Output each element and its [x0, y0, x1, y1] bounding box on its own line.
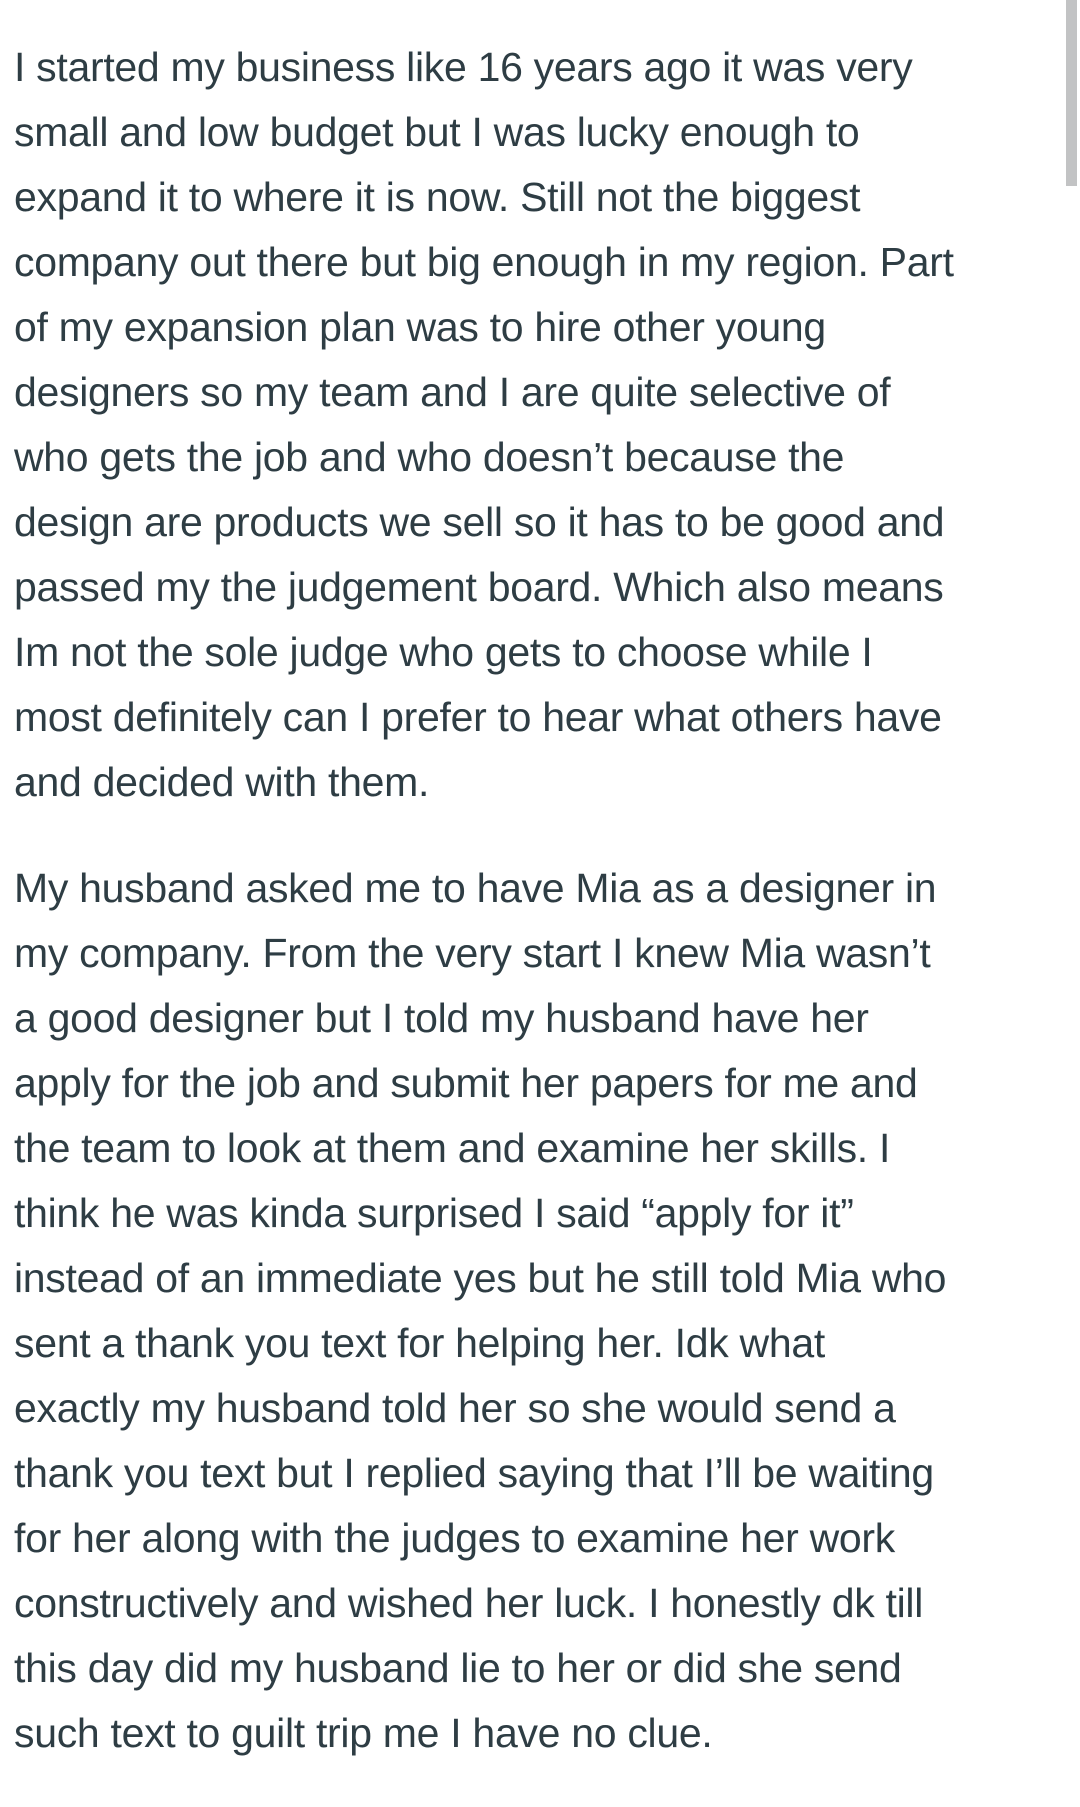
text-line: a good designer but I told my husband have her [14, 995, 869, 1041]
text-line: this day did my husband lie to her or did she send [14, 1645, 902, 1691]
text-line: most definitely can I prefer to hear what others have [14, 694, 942, 740]
text-line: who gets the job and who doesn’t because the [14, 434, 845, 480]
text-line: my company. From the very start I knew Mia wasn’t [14, 930, 931, 976]
text-line: instead of an immediate yes but he still told Mia who [14, 1255, 947, 1301]
text-line: of my expansion plan was to hire other young [14, 304, 826, 350]
text-line: apply for the job and submit her papers for me and [14, 1060, 918, 1106]
text-line: exactly my husband told her so she would send a [14, 1385, 896, 1431]
text-line: the team to look at them and examine her skills. I [14, 1125, 891, 1171]
scrollbar-thumb[interactable] [1066, 0, 1077, 186]
text-line: for her along with the judges to examine her work [14, 1515, 895, 1561]
text-line: such text to guilt trip me I have no clue. [14, 1710, 713, 1756]
text-line: I started my business like 16 years ago it was very [14, 44, 913, 90]
text-line: think he was kinda surprised I said “apply for it” [14, 1190, 854, 1236]
text-line: small and low budget but I was lucky enough to [14, 109, 860, 155]
text-line: My husband asked me to have Mia as a designer in [14, 865, 937, 911]
text-line: Im not the sole judge who gets to choose while I [14, 629, 873, 675]
text-line: design are products we sell so it has to be good and [14, 499, 945, 545]
text-line: constructively and wished her luck. I honestly dk till [14, 1580, 924, 1626]
text-line: thank you text but I replied saying that I’ll be waiting [14, 1450, 934, 1496]
text-line: designers so my team and I are quite selective of [14, 369, 891, 415]
text-line: expand it to where it is now. Still not the biggest [14, 174, 861, 220]
text-line: and decided with them. [14, 759, 430, 805]
text-line: company out there but big enough in my region. Part [14, 239, 954, 285]
text-line: sent a thank you text for helping her. Idk what [14, 1320, 825, 1366]
post-body-text [14, 35, 1066, 1807]
text-line: passed my the judgement board. Which also means [14, 564, 944, 610]
